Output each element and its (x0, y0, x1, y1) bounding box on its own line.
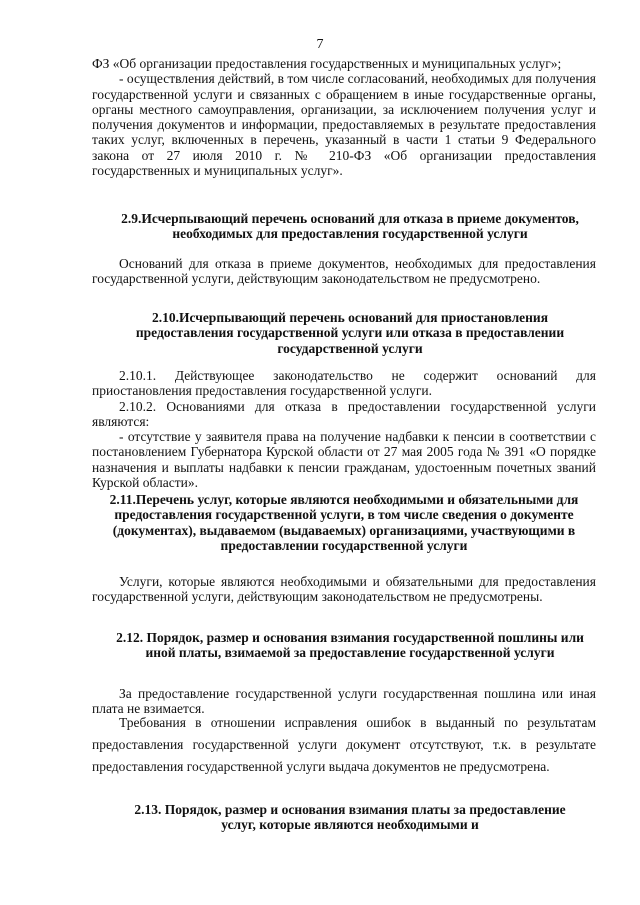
section-2-10-body (92, 368, 596, 490)
section-2-12-heading: 2.12. Порядок, размер и основания взимания государственной пошлины или иной платы, взимаемой за предоставление государственной услуги (116, 630, 584, 661)
section-2-9-text: Оснований для отказа в приеме документов, необходимых для предоставления государственной услуги, действующим законодательством не предусмотрено. (92, 256, 596, 287)
section-2-10-heading: 2.10.Исчерпывающий перечень оснований для приостановления предоставления государственной услуги или отказа в предоставлении государственной услуги (135, 310, 565, 356)
section-2-13-heading: 2.13. Порядок, размер и основания взимания платы за предоставление услуг, которые являются необходимыми и (134, 802, 566, 833)
section-2-11-text: Услуги, которые являются необходимыми и обязательными для предоставления государственной услуги, действующим законодательством не предусмотрены. (92, 574, 596, 605)
section-2-9-body (92, 256, 596, 287)
page-number: 7 (316, 37, 324, 52)
section-2-11-heading: 2.11.Перечень услуг, которые являются необходимыми и обязательными для предоставления государственной услуги, в том числе сведения о документе (документах), выдаваемом (выдаваемых) организациями, участвующими в предоставлении государственной услуги (109, 492, 579, 553)
section-2-12-text: За предоставление государственной услуги государственная пошлина или иная плата не взимается. (92, 686, 596, 717)
section-2-9-heading: 2.9.Исчерпывающий перечень оснований для отказа в приеме документов, необходимых для предоставления государственной услуги (121, 211, 579, 242)
section-2-10-2-item: - отсутствие у заявителя права на получение надбавки к пенсии в соответствии с постановлением Губернатора Курской области от 27 мая 2005 года № 391 «О порядке назначения и выплаты надбавки к пенсии гражданам, удостоенным почетных званий Курской области». (92, 429, 596, 491)
section-2-12-requirements: Требования в отношении исправления ошибок в выданный по результатам предоставления государственной услуги документ отсутствуют, т.к. в результате предоставления государственной услуги выдача документов не предусмотрена. (92, 715, 596, 774)
intro-block (92, 56, 596, 178)
section-2-11-body (92, 574, 596, 605)
section-2-10-2-text: 2.10.2. Основаниями для отказа в предоставлении государственной услуги являются: (92, 398, 596, 429)
paragraph-law-ref: ФЗ «Об организации предоставления государственных и муниципальных услуг»; (92, 56, 562, 71)
paragraph-actions: - осуществления действий, в том числе согласований, необходимых для получения государственной услуги и связанных с обращением в иные государственные органы, органы местного самоуправления, организации, за исключением получения услуг и получения документов и информации, предоставляемых в результате предоставления таких услуг, включенных в перечень, указанный в части 1 статьи 9 Федерального закона от 27 июля 2010 г. № 210-ФЗ «Об организации предоставления государственных и муниципальных услуг». (92, 71, 596, 179)
section-2-10-1-text: 2.10.1. Действующее законодательство не содержит оснований для приостановления предоставления государственной услуги. (92, 368, 596, 399)
